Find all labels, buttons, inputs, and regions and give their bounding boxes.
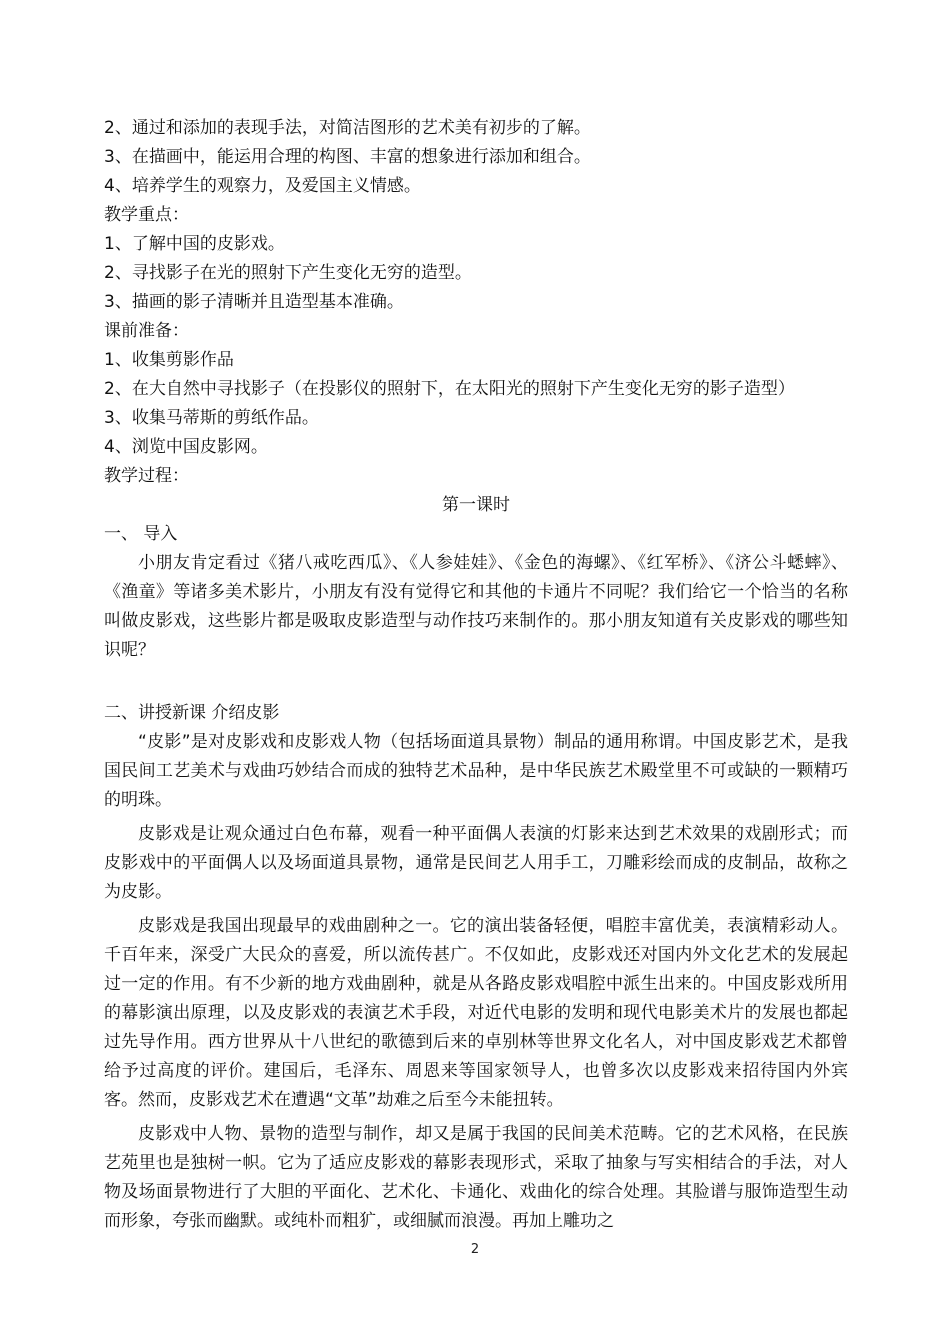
- section-2-paragraph-4: 皮影戏中人物、景物的造型与制作，却又是属于我国的民间美术范畴。它的艺术风格，在民族艺苑里也是独树一帜。它为了适应皮影戏的幕影表现形式，采取了抽象与写实相结合的手法，对人物及场面景物进行了大胆的平面化、艺术化、卡通化、戏曲化的综合处理。其脸谱与服饰造型生动而形象，夸张而幽默。或纯朴而粗犷，或细腻而浪漫。再加上雕功之: [104, 1124, 848, 1231]
- page-content: [104, 114, 848, 1241]
- section-2-paragraph-2: 皮影戏是让观众通过白色布幕，观看一种平面偶人表演的灯影来达到艺术效果的戏剧形式；而皮影戏中的平面偶人以及场面道具景物，通常是民间艺人用手工，刀雕彩绘而成的皮制品，故称之为皮影。: [104, 824, 848, 902]
- preparation-heading: 课前准备：: [104, 321, 189, 341]
- section-1-paragraph: 小朋友肯定看过《猪八戒吃西瓜》、《人参娃娃》、《金色的海螺》、《红军桥》、《济公斗蟋蟀》、《渔童》等诸多美术影片，小朋友有没有觉得它和其他的卡通片不同呢？我们给它一个恰当的名称叫做皮影戏，这些影片都是吸取皮影造型与动作技巧来制作的。那小朋友知道有关皮影戏的哪些知识呢？: [104, 553, 848, 660]
- preparation-item-4: 4、浏览中国皮影网。: [104, 437, 268, 457]
- key-point-item-1: 1、了解中国的皮影戏。: [104, 234, 285, 254]
- key-point-item-2: 2、寻找影子在光的照射下产生变化无穷的造型。: [104, 263, 472, 283]
- lesson-title: 第一课时: [442, 495, 510, 515]
- key-point-item-3: 3、描画的影子清晰并且造型基本准确。: [104, 292, 404, 312]
- objective-item-3: 3、在描画中，能运用合理的构图、丰富的想象进行添加和组合。: [104, 147, 591, 167]
- section-2-paragraph-3: 皮影戏是我国出现最早的戏曲剧种之一。它的演出装备轻便，唱腔丰富优美，表演精彩动人。千百年来，深受广大民众的喜爱，所以流传甚广。不仅如此，皮影戏还对国内外文化艺术的发展起过一定的作用。有不少新的地方戏曲剧种，就是从各路皮影戏唱腔中派生出来的。中国皮影戏所用的幕影演出原理，以及皮影戏的表演艺术手段，对近代电影的发明和现代电影美术片的发展也都起过先导作用。西方世界从十八世纪的歌德到后来的卓别林等世界文化名人，对中国皮影戏艺术都曾给予过高度的评价。建国后，毛泽东、周恩来等国家领导人，也曾多次以皮影戏来招待国内外宾客。然而，皮影戏艺术在遭遇“文革”劫难之后至今未能扭转。: [104, 916, 848, 1110]
- preparation-item-1: 1、收集剪影作品: [104, 350, 234, 370]
- preparation-item-3: 3、收集马蒂斯的剪纸作品。: [104, 408, 319, 428]
- objective-item-4: 4、培养学生的观察力，及爱国主义情感。: [104, 176, 421, 196]
- section-2-heading: 二、讲授新课 介绍皮影: [104, 703, 280, 723]
- process-heading: 教学过程：: [104, 466, 189, 486]
- section-2-paragraph-1: “皮影”是对皮影戏和皮影戏人物（包括场面道具景物）制品的通用称谓。中国皮影艺术，是我国民间工艺美术与戏曲巧妙结合而成的独特艺术品种，是中华民族艺术殿堂里不可或缺的一颗精巧的明珠。: [104, 732, 848, 810]
- blank-line: [104, 670, 848, 699]
- preparation-item-2: 2、在大自然中寻找影子（在投影仪的照射下，在太阳光的照射下产生变化无穷的影子造型）: [104, 379, 795, 399]
- objective-item-2: 2、通过和添加的表现手法，对简洁图形的艺术美有初步的了解。: [104, 118, 591, 138]
- page-number: 2: [470, 1242, 480, 1257]
- key-points-heading: 教学重点：: [104, 205, 189, 225]
- section-1-heading: 一、 导入: [104, 524, 178, 544]
